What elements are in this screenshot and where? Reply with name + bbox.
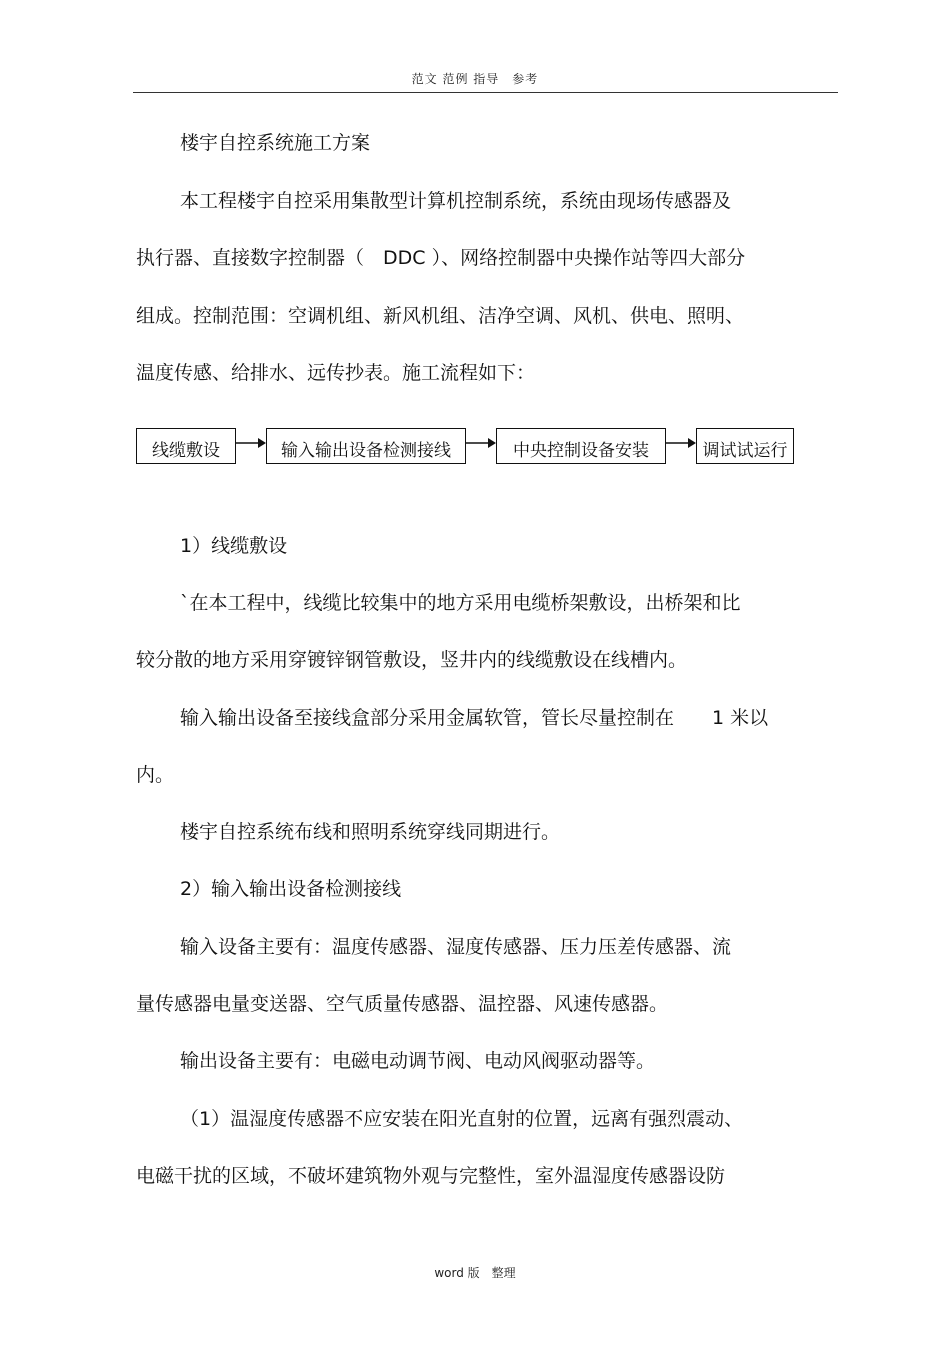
section-2-line-1: 输入设备主要有：温度传感器、湿度传感器、压力压差传感器、流: [180, 936, 732, 958]
doc-title: 楼宇自控系统施工方案: [180, 132, 371, 154]
arrow-right-icon: [666, 434, 696, 452]
section-2-line-3: 输出设备主要有：电磁电动调节阀、电动风阀驱动器等。: [180, 1050, 656, 1072]
header-rule: [133, 92, 838, 93]
page-footer: word 版 整理: [434, 1266, 516, 1280]
flow-step-4: 调试试运行: [696, 428, 794, 464]
flow-step-2: 输入输出设备检测接线: [266, 428, 466, 464]
section-2-line-4: （1）温湿度传感器不应安装在阳光直射的位置，远离有强烈震动、: [180, 1108, 744, 1130]
section-1-line-2: 较分散的地方采用穿镀锌钢管敷设，竖井内的线缆敷设在线槽内。: [136, 649, 688, 671]
intro-line-4: 温度传感、给排水、远传抄表。施工流程如下：: [136, 362, 536, 384]
section-1-line-3: 输入输出设备至接线盒部分采用金属软管，管长尽量控制在 1 米以: [180, 707, 769, 729]
section-2-line-2: 量传感器电量变送器、空气质量传感器、温控器、风速传感器。: [136, 993, 669, 1015]
section-2-line-5: 电磁干扰的区域，不破坏建筑物外观与完整性，室外温湿度传感器设防: [136, 1165, 726, 1187]
section-1-heading: 1）线缆敷设: [180, 535, 288, 557]
flow-step-3: 中央控制设备安装: [496, 428, 666, 464]
page-header: 范文 范例 指导 参考: [411, 72, 539, 86]
section-1-line-4: 内。: [136, 764, 175, 786]
section-1-line-1: `在本工程中，线缆比较集中的地方采用电缆桥架敷设，出桥架和比: [180, 592, 741, 614]
section-1-line-5: 楼宇自控系统布线和照明系统穿线同期进行。: [180, 821, 561, 843]
intro-line-3: 组成。控制范围：空调机组、新风机组、洁净空调、风机、供电、照明、: [136, 305, 745, 327]
arrow-right-icon: [466, 434, 496, 452]
section-2-heading: 2）输入输出设备检测接线: [180, 878, 402, 900]
intro-line-1: 本工程楼宇自控采用集散型计算机控制系统，系统由现场传感器及: [180, 190, 732, 212]
arrow-right-icon: [236, 434, 266, 452]
intro-line-2: 执行器、直接数字控制器（ DDC ）、网络控制器中央操作站等四大部分: [136, 247, 746, 269]
flow-step-1: 线缆敷设: [136, 428, 236, 464]
